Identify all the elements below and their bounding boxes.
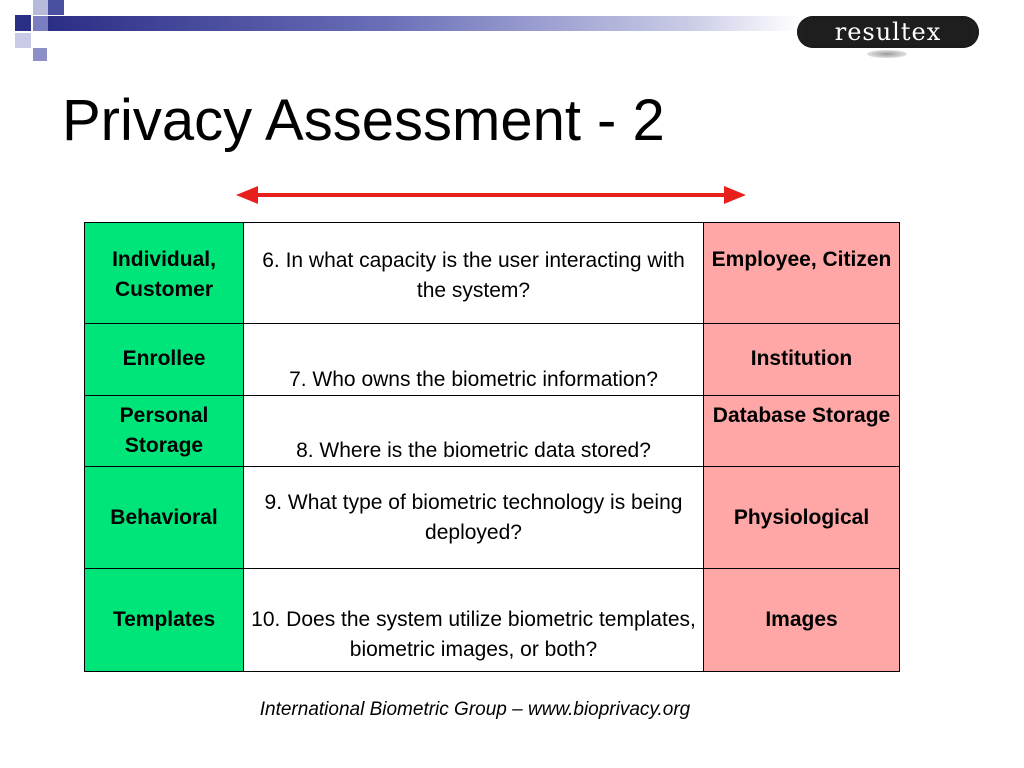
table-row	[85, 396, 900, 467]
arrow-head-right	[724, 186, 746, 204]
left-cell: Enrollee	[85, 324, 244, 396]
right-cell: Physiological	[704, 467, 900, 569]
corner-square-blue	[48, 0, 64, 15]
logo-shadow	[867, 50, 907, 58]
table-row	[85, 223, 900, 324]
right-cell: Employee, Citizen	[704, 223, 900, 324]
double-arrow-icon	[236, 183, 746, 207]
table-row	[85, 569, 900, 672]
question-cell: 6. In what capacity is the user interacting with the system?	[244, 223, 704, 324]
question-cell: 8. Where is the biometric data stored?	[244, 396, 704, 467]
table-row	[85, 467, 900, 569]
right-cell: Database Storage	[704, 396, 900, 467]
right-cell: Images	[704, 569, 900, 672]
right-cell: Institution	[704, 324, 900, 396]
slide-title: Privacy Assessment - 2	[62, 88, 665, 153]
left-cell: Behavioral	[85, 467, 244, 569]
corner-square-light	[33, 0, 49, 15]
left-cell: Personal Storage	[85, 396, 244, 467]
table-row	[85, 324, 900, 396]
question-cell: 7. Who owns the biometric information?	[244, 324, 704, 396]
logo-text: resultex	[834, 18, 942, 46]
corner-square-lower	[33, 48, 47, 61]
question-cell: 10. Does the system utilize biometric templates, biometric images, or both?	[244, 569, 704, 672]
left-cell: Individual, Customer	[85, 223, 244, 324]
header-gradient-bar	[48, 16, 800, 31]
corner-square-mid	[33, 16, 48, 31]
source-caption: International Biometric Group – www.bioprivacy.org	[259, 699, 691, 720]
left-cell: Templates	[85, 569, 244, 672]
assessment-table	[84, 222, 900, 672]
corner-square-navy	[15, 15, 31, 31]
question-cell: 9. What type of biometric technology is being deployed?	[244, 467, 704, 569]
corner-square-pale	[15, 33, 31, 48]
resultex-logo	[797, 16, 979, 48]
arrow-head-left	[236, 186, 258, 204]
